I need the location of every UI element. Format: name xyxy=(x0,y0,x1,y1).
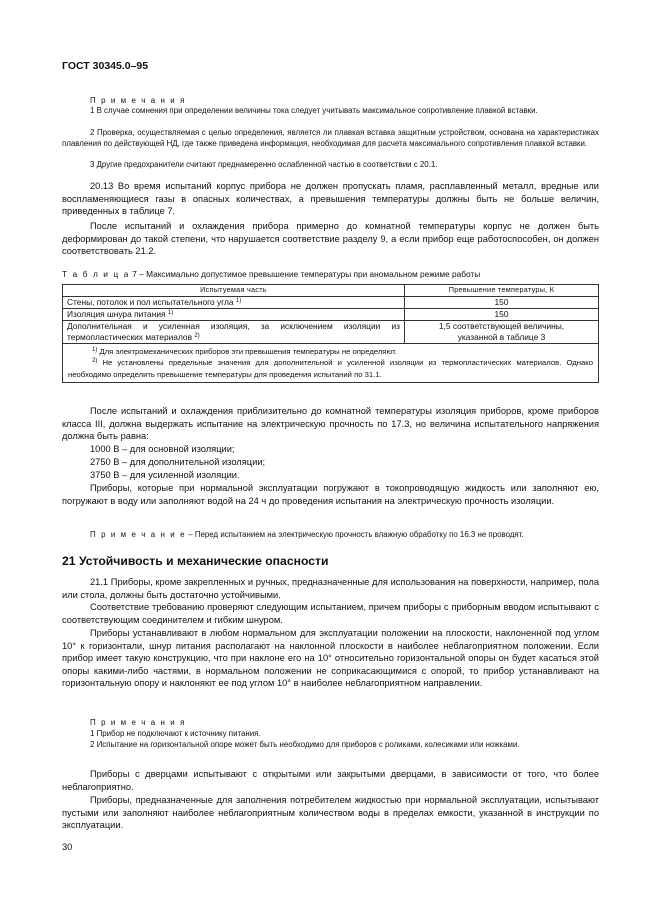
note-2: 2 Проверка, осуществляемая с целью определения, является ли плавкая вставка защитным устройством, основана на характеристиках плавления по действующей НД, где также приведена информация, необходимая для расчета максимального сопротивления плавкой вставки. xyxy=(62,128,599,148)
col-header-temperature: Превышение температуры, К xyxy=(405,285,599,297)
paragraph-check: Соответствие требованию проверяют следующим испытанием, причем приборы с приборным вводом испытывают с соответствующим соединителем и гибким шнуром. xyxy=(62,602,599,625)
cell-value: 1,5 соответствующей величины, указанной в таблице 3 xyxy=(405,321,599,344)
footnote-2: $^{2)}$ Не установлены предельные значения для дополнительной и усиленной изоляции из термопластических материалов. Однако необходимо определить превышение температуры для проведения испытаний по 31.1. xyxy=(68,358,593,379)
table-header-row xyxy=(63,285,599,297)
notes-title-2: П р и м е ч а н и я xyxy=(90,718,186,727)
paragraph-liquid: Приборы, которые при нормальной эксплуатации погружают в токопроводящую жидкость или заполняют ею, погружают в воду или заполняют водой на 24 ч до проведения испытания на электрическую прочность изоляции. xyxy=(62,483,599,506)
clause-21-1: 21.1 Приборы, кроме закрепленных и ручных, предназначенные для использования на поверхности, например, пола или стола, должны быть достаточно устойчивыми. xyxy=(62,577,599,600)
voltage-reinforced: 3750 В – для усиленной изоляции. xyxy=(90,470,240,480)
voltage-supplementary: 2750 В – для дополнительной изоляции; xyxy=(90,457,266,467)
table-label: Т а б л и ц а xyxy=(62,269,130,279)
table-caption-text: 7 – Максимально допустимое превышение температуры при аномальном режиме работы xyxy=(132,269,481,279)
page-number: 30 xyxy=(62,842,73,852)
footnote-1: $^{1)}$ Для электромеханических приборов эти превышения температуры не определяют. xyxy=(92,347,397,356)
table-7 xyxy=(62,284,599,383)
paragraph-insulation: После испытаний и охлаждения приблизительно до комнатной температуры изоляция приборов, кроме приборов класса III, должна выдержать испытание на электрическую прочность по 17.3, но величина испытательного напряжения должна быть равна: xyxy=(62,406,599,442)
cell-part: Стены, потолок и пол испытательного угла $^{1)}$ xyxy=(63,297,405,309)
table-footnotes xyxy=(63,344,599,383)
paragraph-deformation: После испытаний и охлаждения прибора примерно до комнатной температуры корпус не должен быть деформирован до такой степени, что нарушается соответствие разделу 9, а если прибор еще работоспособен, он должен соответствовать 21.2. xyxy=(62,221,599,257)
section-heading: 21 Устойчивость и механические опасности xyxy=(62,554,329,568)
paragraph-placement: Приборы устанавливают в любом нормальном для эксплуатации положении на плоскости, наклоненной под углом 10° к горизонтали, шнур питания располагают на наклонной плоскости в наиболее неблагоприятном положении. Если прибор имеет такую конструкцию, что при наклоне его на 10° относительно горизонтальной опоры он будет касаться этой опоры какими-либо частями, в нормальном положении не соприкасающимися с опорой, то прибор устанавливают на горизонтальную опору и наклоняют ее под углом 10° в наиболее неблагоприятном направлении. xyxy=(62,628,599,689)
cell-value: 150 xyxy=(405,297,599,309)
note-3: 3 Другие предохранители считают преднамеренно ослабленной частью в соответствии с 20.1. xyxy=(90,160,438,169)
table-row xyxy=(63,321,599,344)
paragraph-filling: Приборы, предназначенные для заполнения потребителем жидкостью при нормальной эксплуатации, испытывают пустыми или заполняют наиболее неблагоприятным количеством воды в пределах емкости, указанной в инструкции по эксплуатации. xyxy=(62,795,599,831)
note-title: П р и м е ч а н и е xyxy=(90,530,187,539)
voltage-basic: 1000 В – для основной изоляции; xyxy=(90,444,235,454)
note-1: 1 В случае сомнения при определении величины тока следует учитывать максимальное сопротивление плавкой вставки. xyxy=(90,106,538,115)
clause-20-13: 20.13 Во время испытаний корпус прибора не должен пропускать пламя, расплавленный металл, вредные или воспламеняющиеся газы в опасных количествах, а превышения температуры должны быть не больше величин, приведенных в таблице 7. xyxy=(62,181,599,217)
table-caption xyxy=(62,269,480,279)
table-row xyxy=(63,297,599,309)
standard-code: ГОСТ 30345.0–95 xyxy=(62,60,149,72)
col-header-part: Испытуемая часть xyxy=(63,285,405,297)
note-text: – Перед испытанием на электрическую прочность влажную обработку по 16.3 не проводят. xyxy=(188,530,524,539)
cell-part: Дополнительная и усиленная изоляция, за исключением изоляции из термопластических материалов $^{2)}$ xyxy=(63,321,405,344)
note-no-power: 1 Прибор не подключают к источнику питания. xyxy=(90,729,261,738)
cell-value: 150 xyxy=(405,309,599,321)
notes-title: П р и м е ч а н и я xyxy=(90,96,186,105)
cell-part: Изоляция шнура питания $^{1)}$ xyxy=(63,309,405,321)
note-humidity xyxy=(62,530,599,541)
table-footnotes-row xyxy=(63,344,599,383)
paragraph-doors: Приборы с дверцами испытывают с открытыми или закрытыми дверцами, в зависимости от того, что более неблагоприятно. xyxy=(62,769,599,792)
note-horizontal: 2 Испытание на горизонтальной опоре может быть необходимо для приборов с роликами, колесиками или ножками. xyxy=(90,740,520,749)
table-row xyxy=(63,309,599,321)
